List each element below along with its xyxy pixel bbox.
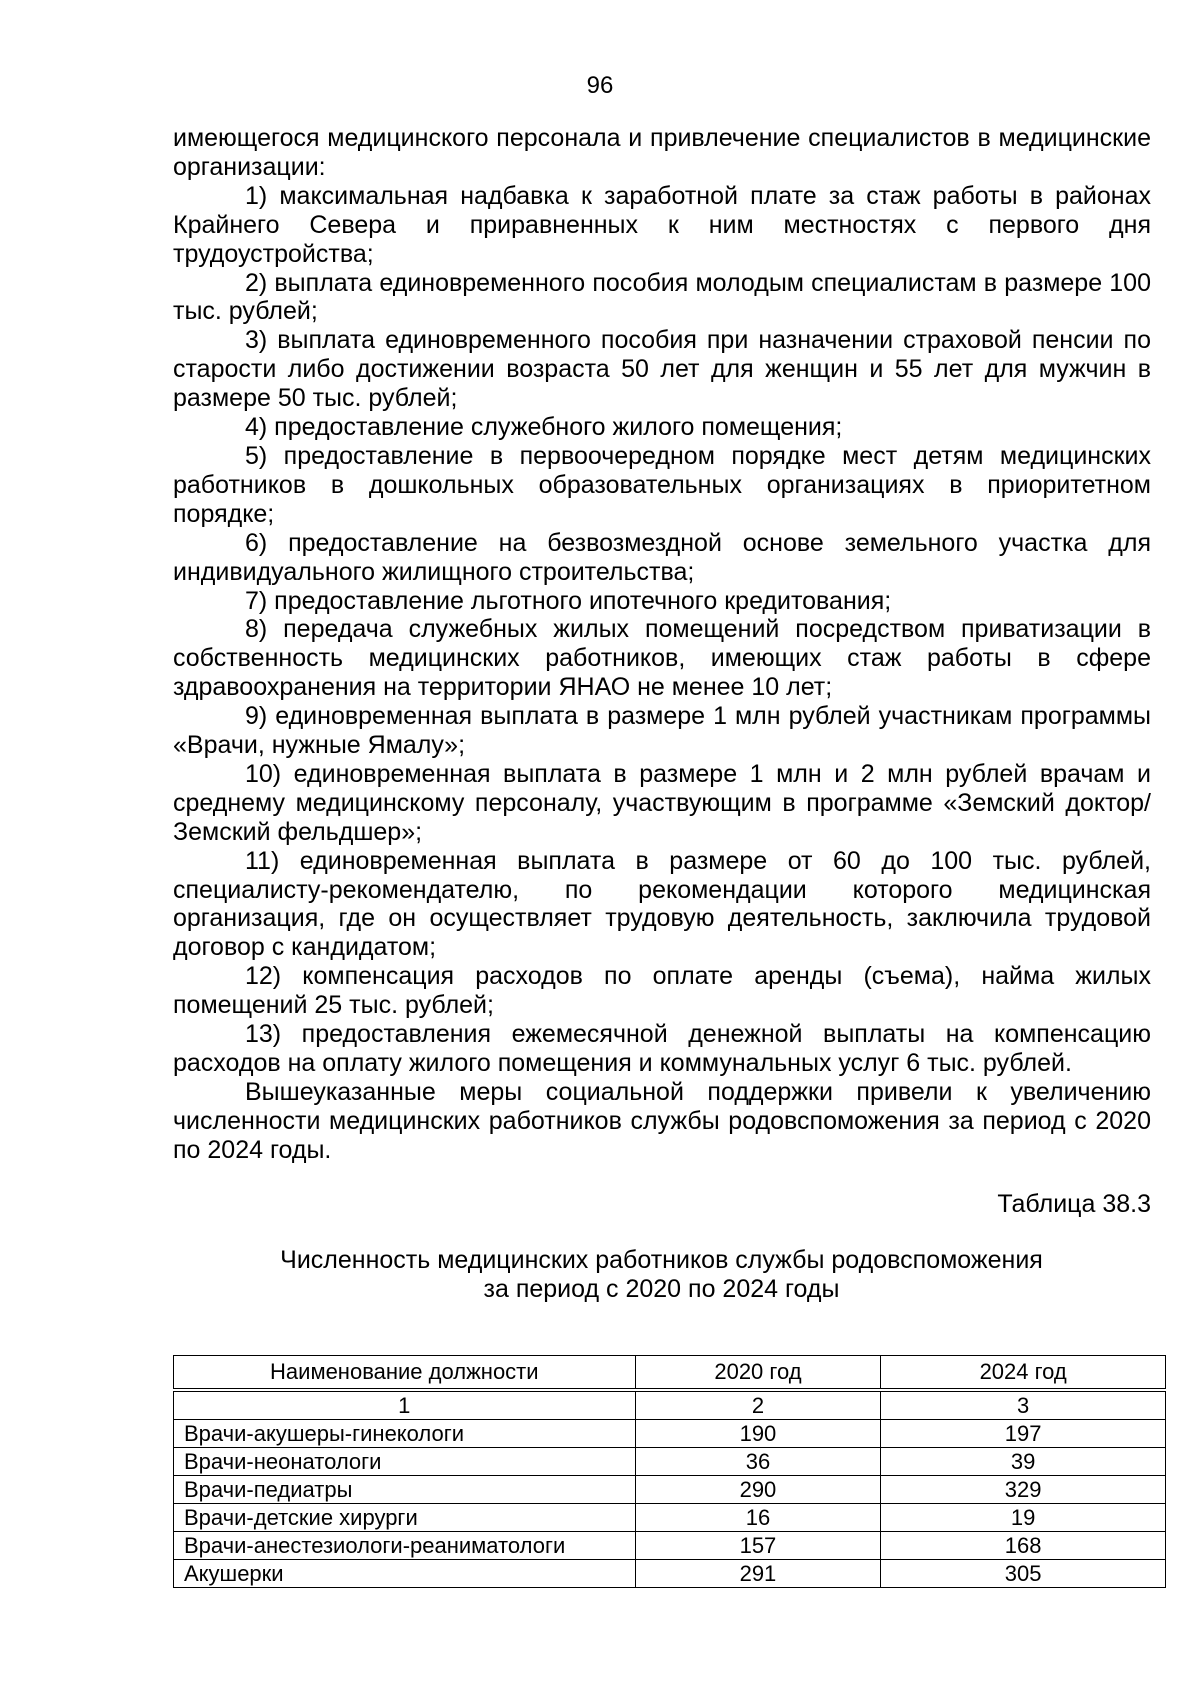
value-2024: 329 xyxy=(881,1476,1166,1504)
body-text xyxy=(173,124,1151,1165)
table-title-line-2: за период с 2020 по 2024 годы xyxy=(483,1275,840,1303)
header-position: Наименование должности xyxy=(174,1356,636,1389)
position-name: Врачи-детские хирурги xyxy=(174,1504,636,1532)
table-label: Таблица 38.3 xyxy=(997,1190,1151,1218)
paragraph: имеющегося медицинского персонала и привлечение специалистов в медицинские организации: xyxy=(173,124,1151,181)
list-item: 8) передача служебных жилых помещений посредством приватизации в собственность медицинских работников, имеющих стаж работы в сфере здравоохранения на территории ЯНАО не менее 10 лет; xyxy=(173,615,1151,702)
value-2024: 39 xyxy=(881,1448,1166,1476)
table-row xyxy=(174,1420,1166,1448)
list-item: 12) компенсация расходов по оплате аренды (съема), найма жилых помещений 25 тыс. рублей; xyxy=(173,962,1151,1020)
table-row xyxy=(174,1448,1166,1476)
table-row xyxy=(174,1532,1166,1560)
table-title xyxy=(0,1246,1200,1304)
list-item: 6) предоставление на безвозмездной основе земельного участка для индивидуального жилищного строительства; xyxy=(173,528,1151,586)
list-item: 4) предоставление служебного жилого помещения; xyxy=(245,413,843,442)
list-item: 1) максимальная надбавка к заработной плате за стаж работы в районах Крайнего Севера и приравненных к ним местностях с первого дня трудоустройства; xyxy=(173,181,1151,268)
position-name: Врачи-анестезиологи-реаниматологи xyxy=(174,1532,636,1560)
list-item: 10) единовременная выплата в размере 1 млн и 2 млн рублей врачам и среднему медицинскому персоналу, участвующим в программе «Земский доктор/Земский фельдшер»; xyxy=(173,759,1151,846)
staff-table xyxy=(173,1355,1166,1588)
list-item: 11) единовременная выплата в размере от 60 до 100 тыс. рублей, специалисту-рекомендателю, по рекомендации которого медицинская организация, где он осуществляет трудовую деятельность, заключила трудовой договор с кандидатом; xyxy=(173,846,1151,962)
summary-paragraph: Вышеуказанные меры социальной поддержки привели к увеличению численности медицинских работников службы родовспоможения за период с 2020 по 2024 годы. xyxy=(173,1077,1151,1164)
position-name: Акушерки xyxy=(174,1560,636,1588)
value-2024: 305 xyxy=(881,1560,1166,1588)
list-item: 2) выплата единовременного пособия молодым специалистам в размере 100 тыс. рублей; xyxy=(173,268,1151,326)
table-row xyxy=(174,1476,1166,1504)
list-item: 9) единовременная выплата в размере 1 млн рублей участникам программы «Врачи, нужные Ямалу»; xyxy=(173,702,1151,760)
value-2024: 19 xyxy=(881,1504,1166,1532)
list-item: 3) выплата единовременного пособия при назначении страховой пенсии по старости либо достижении возраста 50 лет для женщин и 55 лет для мужчин в размере 50 тыс. рублей; xyxy=(173,326,1151,413)
position-name: Врачи-педиатры xyxy=(174,1476,636,1504)
value-2024: 168 xyxy=(881,1532,1166,1560)
column-number-row xyxy=(174,1392,1166,1420)
column-number: 1 xyxy=(174,1392,636,1420)
value-2020: 190 xyxy=(635,1420,881,1448)
header-2020: 2020 год xyxy=(635,1356,881,1389)
value-2024: 197 xyxy=(881,1420,1166,1448)
page-number: 96 xyxy=(586,72,614,99)
value-2020: 291 xyxy=(635,1560,881,1588)
position-name: Врачи-акушеры-гинекологи xyxy=(174,1420,636,1448)
position-name: Врачи-неонатологи xyxy=(174,1448,636,1476)
list-item: 7) предоставление льготного ипотечного кредитования; xyxy=(245,586,892,615)
value-2020: 290 xyxy=(635,1476,881,1504)
value-2020: 36 xyxy=(635,1448,881,1476)
table-title-line-1: Численность медицинских работников службы родовспоможения xyxy=(280,1246,1043,1274)
value-2020: 157 xyxy=(635,1532,881,1560)
table-row xyxy=(174,1560,1166,1588)
list-item: 13) предоставления ежемесячной денежной выплаты на компенсацию расходов на оплату жилого помещения и коммунальных услуг 6 тыс. рублей. xyxy=(173,1020,1151,1077)
table-header-row xyxy=(174,1356,1166,1389)
column-number: 3 xyxy=(881,1392,1166,1420)
list-item: 5) предоставление в первоочередном порядке мест детям медицинских работников в дошкольных образовательных организациях в приоритетном порядке; xyxy=(173,441,1151,528)
value-2020: 16 xyxy=(635,1504,881,1532)
column-number: 2 xyxy=(635,1392,881,1420)
header-2024: 2024 год xyxy=(881,1356,1166,1389)
table-row xyxy=(174,1504,1166,1532)
